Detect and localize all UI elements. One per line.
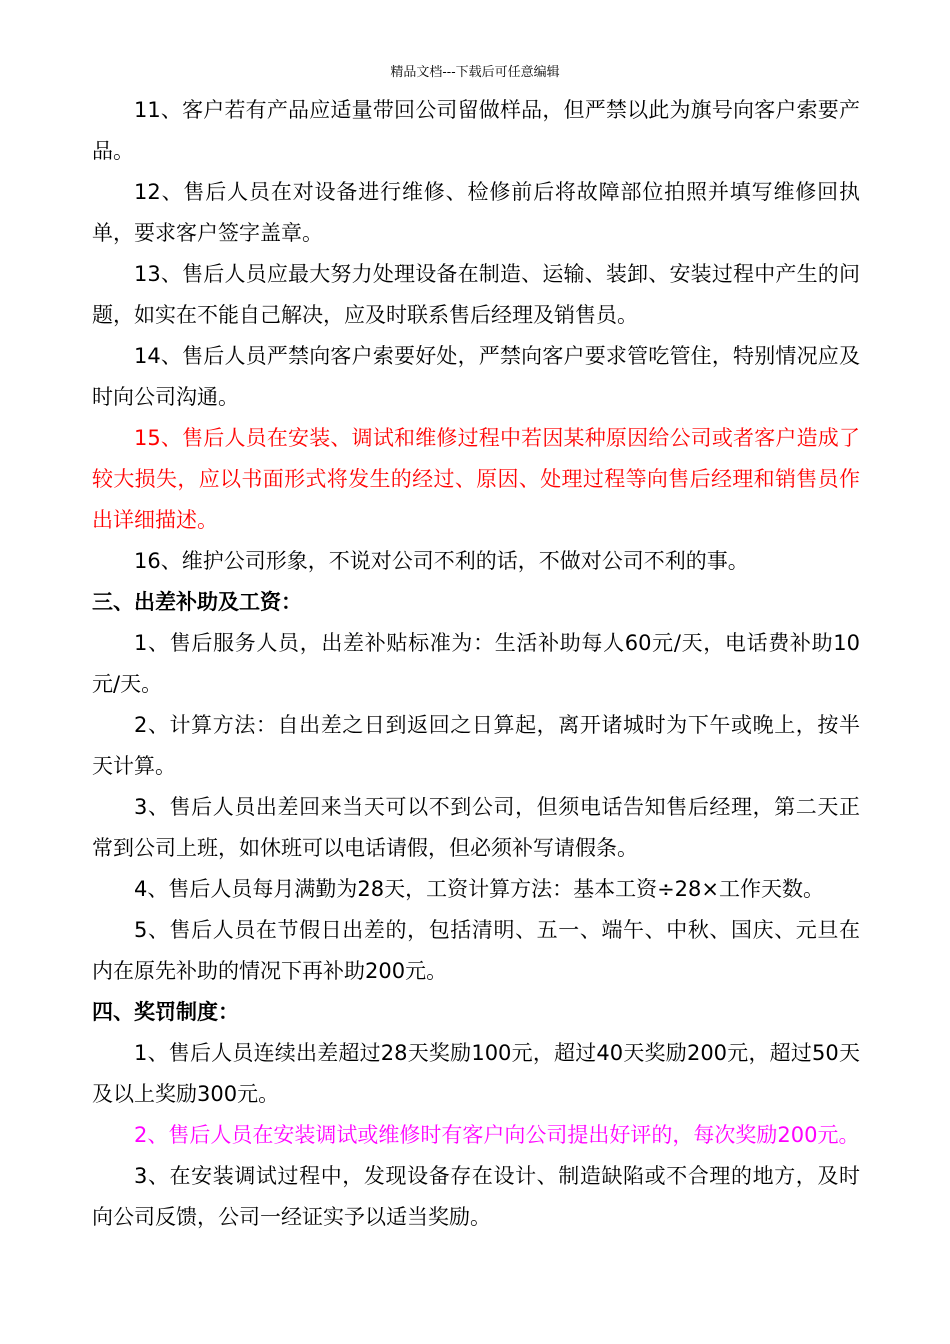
- allowance-item-3: 3、售后人员出差回来当天可以不到公司，但须电话告知售后经理，第二天正常到公司上班，如休班可以电话请假，但必须补写请假条。: [92, 795, 860, 860]
- section-heading-travel-allowance: 三、出差补助及工资：: [92, 590, 302, 614]
- allowance-item-1: 1、售后服务人员，出差补贴标准为：生活补助每人60元/天，电话费补助10元/天。: [92, 631, 860, 696]
- section-heading-rewards: 四、奖罚制度：: [92, 1000, 239, 1024]
- paragraph-16: 16、维护公司形象，不说对公司不利的话，不做对公司不利的事。: [134, 549, 749, 573]
- page-header: 精品文档---下载后可任意编辑: [390, 65, 560, 80]
- allowance-item-5: 5、售后人员在节假日出差的，包括清明、五一、端午、中秋、国庆、元旦在内在原先补助的情况下再补助200元。: [92, 918, 860, 983]
- paragraph-14: 14、售后人员严禁向客户索要好处，严禁向客户要求管吃管住，特别情况应及时向公司沟通。: [92, 344, 860, 409]
- paragraph-15-highlighted: 15、售后人员在安装、调试和维修过程中若因某种原因给公司或者客户造成了较大损失，应以书面形式将发生的经过、原因、处理过程等向售后经理和销售员作出详细描述。: [92, 426, 860, 532]
- allowance-item-4: 4、售后人员每月满勤为28天，工资计算方法：基本工资÷28×工作天数。: [134, 877, 824, 901]
- paragraph-12: 12、售后人员在对设备进行维修、检修前后将故障部位拍照并填写维修回执单，要求客户签字盖章。: [92, 180, 860, 245]
- paragraph-13: 13、售后人员应最大努力处理设备在制造、运输、装卸、安装过程中产生的问题，如实在不能自己解决，应及时联系售后经理及销售员。: [92, 262, 860, 327]
- document-body: [92, 90, 860, 1238]
- paragraph-11: 11、客户若有产品应适量带回公司留做样品，但严禁以此为旗号向客户索要产品。: [92, 98, 860, 163]
- reward-item-3: 3、在安装调试过程中，发现设备存在设计、制造缺陷或不合理的地方，及时向公司反馈，公司一经证实予以适当奖励。: [92, 1164, 860, 1229]
- reward-item-2-highlighted: 2、售后人员在安装调试或维修时有客户向公司提出好评的，每次奖励200元。: [134, 1123, 860, 1147]
- reward-item-1: 1、售后人员连续出差超过28天奖励100元，超过40天奖励200元，超过50天及以上奖励300元。: [92, 1041, 860, 1106]
- allowance-item-2: 2、计算方法：自出差之日到返回之日算起，离开诸城时为下午或晚上，按半天计算。: [92, 713, 860, 778]
